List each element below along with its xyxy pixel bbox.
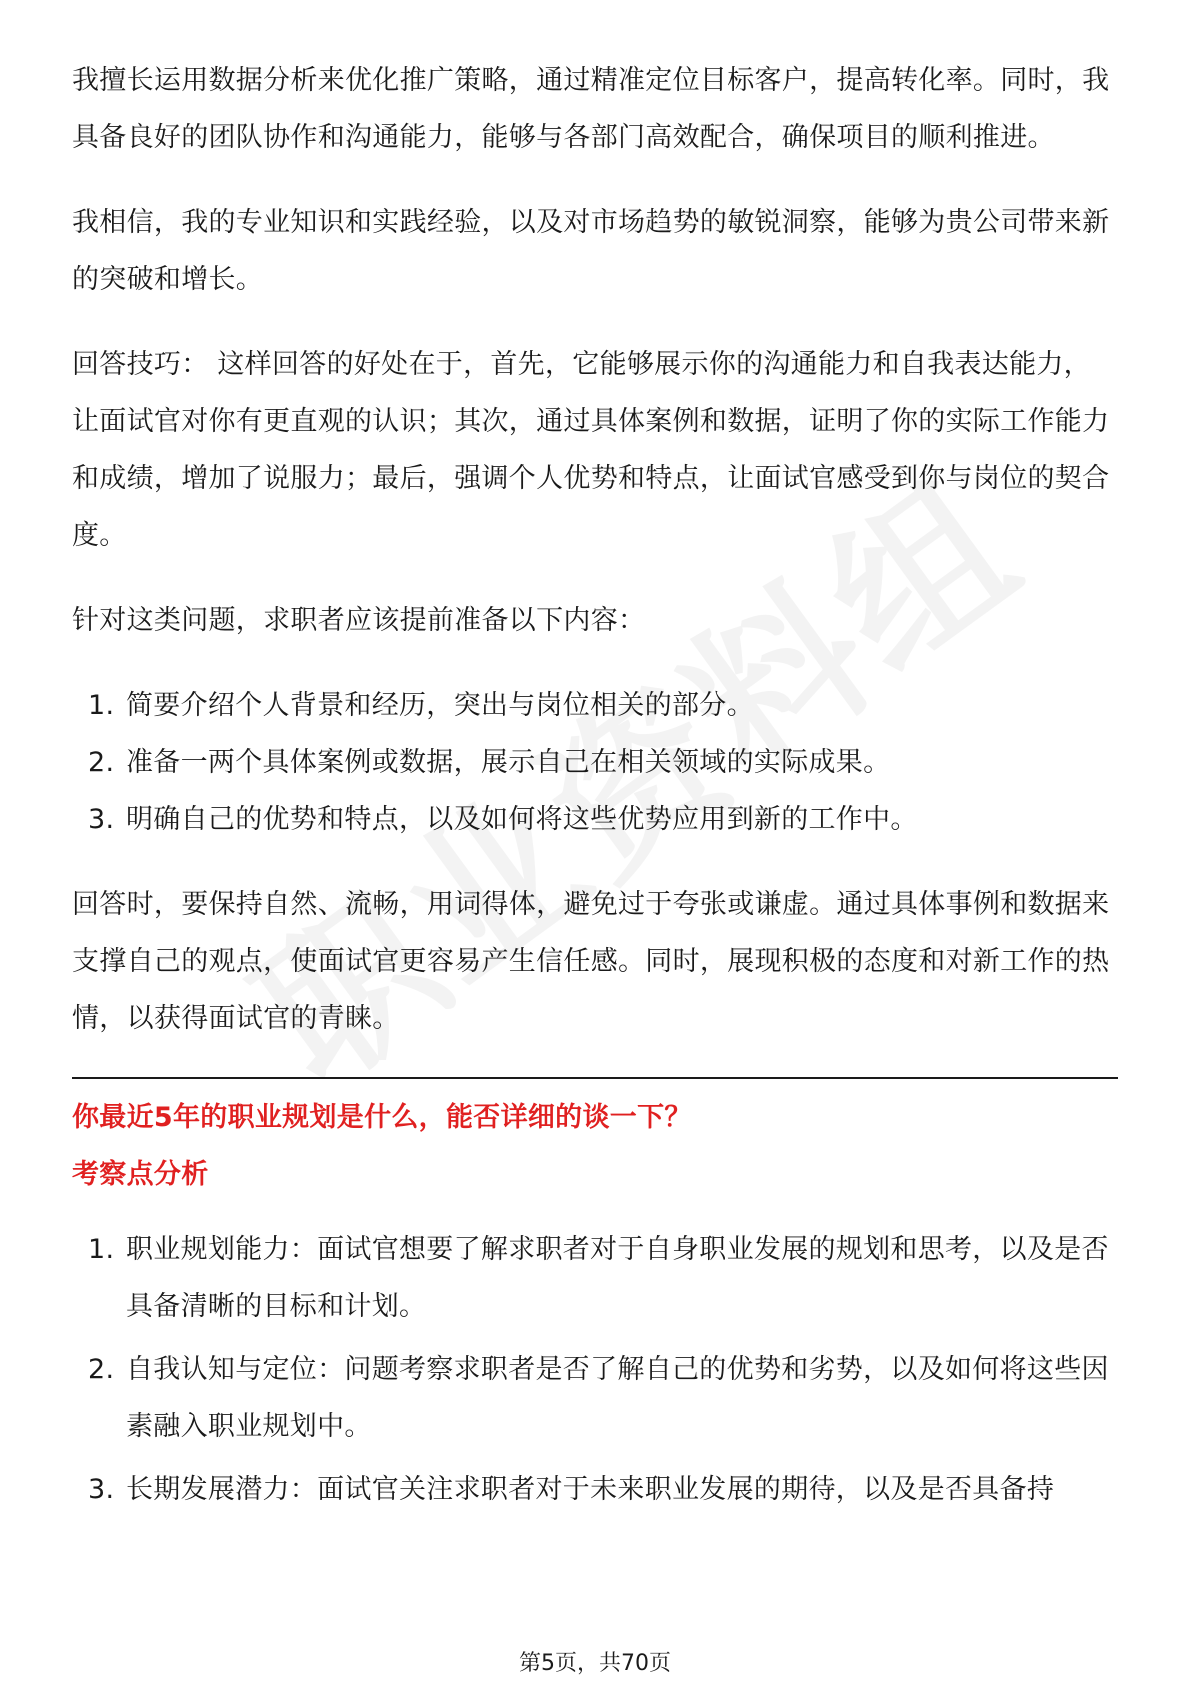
page-content (72, 52, 1118, 1518)
list-item-text: 长期发展潜力：面试官关注求职者对于未来职业发展的期待，以及是否具备持 (126, 1474, 1055, 1505)
list-item-number: 3. (88, 1474, 115, 1505)
analysis-subheading: 考察点分析 (72, 1159, 209, 1190)
list-item-number: 3. (88, 804, 115, 835)
page-footer: 第5页，共70页 (519, 1651, 671, 1676)
list-item-number: 1. (88, 690, 115, 721)
list-item-text: 明确自己的优势和特点，以及如何将这些优势应用到新的工作中。 (126, 804, 918, 835)
list-item-text: 准备一两个具体案例或数据，展示自己在相关领域的实际成果。 (126, 747, 891, 778)
list-item-number: 2. (88, 747, 115, 778)
list-item (72, 734, 1118, 791)
list-item-text: 职业规划能力：面试官想要了解求职者对于自身职业发展的规划和思考，以及是否具备清晰的目标和计划。 (126, 1234, 1109, 1322)
paragraph-intro-2: 我相信，我的专业知识和实践经验，以及对市场趋势的敏锐洞察，能够为贵公司带来新的突破和增长。 (72, 207, 1110, 295)
list-item (72, 1341, 1118, 1455)
list-item (72, 1221, 1118, 1335)
analysis-points-list (72, 1221, 1118, 1518)
list-item (72, 791, 1118, 848)
list-item (72, 1461, 1118, 1518)
paragraph-closing: 回答时，要保持自然、流畅，用词得体，避免过于夸张或谦虚。通过具体事例和数据来支撑自己的观点，使面试官更容易产生信任感。同时，展现积极的态度和对新工作的热情，以获得面试官的青睐。 (72, 889, 1110, 1034)
list-item-text: 简要介绍个人背景和经历，突出与岗位相关的部分。 (126, 690, 754, 721)
list-item (72, 677, 1118, 734)
list-item-number: 1. (88, 1234, 115, 1265)
paragraph-answer-tips: 回答技巧： 这样回答的好处在于，首先，它能够展示你的沟通能力和自我表达能力，让面试官对你有更直观的认识；其次，通过具体案例和数据，证明了你的实际工作能力和成绩，增加了说服力；最后，强调个人优势和特点，让面试官感受到你与岗位的契合度。 (72, 349, 1110, 551)
list-item-number: 2. (88, 1354, 115, 1385)
paragraph-intro-1: 我擅长运用数据分析来优化推广策略，通过精准定位目标客户，提高转化率。同时，我具备良好的团队协作和沟通能力，能够与各部门高效配合，确保项目的顺利推进。 (72, 65, 1110, 153)
list-item-text: 自我认知与定位：问题考察求职者是否了解自己的优势和劣势，以及如何将这些因素融入职业规划中。 (126, 1354, 1109, 1442)
paragraph-prep-intro: 针对这类问题，求职者应该提前准备以下内容： (72, 605, 646, 636)
prep-list (72, 677, 1118, 848)
question-heading: 你最近5年的职业规划是什么，能否详细的谈一下？ (72, 1102, 692, 1133)
